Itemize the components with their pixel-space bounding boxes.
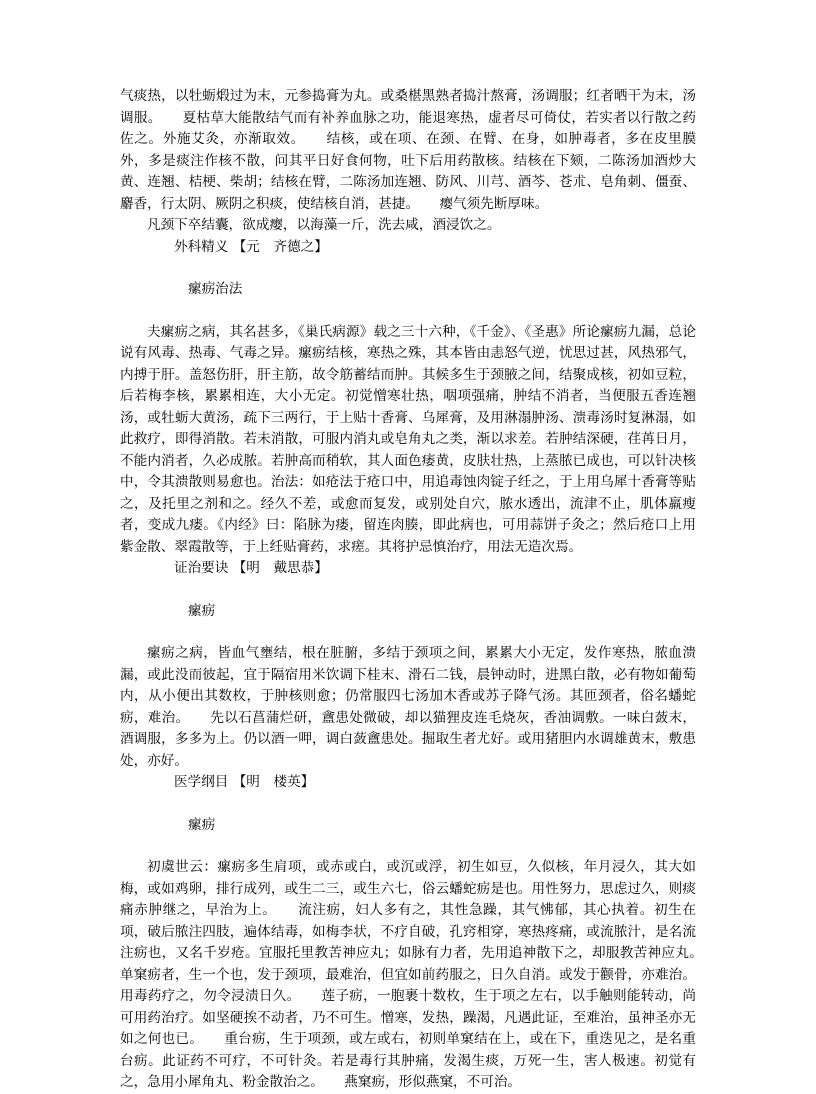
paragraph: 初虞世云：瘰疬多生肩项，或赤或白，或沉或浮，初生如豆，久似核，年月浸久，其大如梅，或如鸡卵，排行成列，或生二三，或生六七，俗云蟠蛇疬是也。用性努力，思虑过久，则痰痛赤肿继之，早治为上。 流注疬，妇人多有之，其性急躁，其气怫郁，其心执着。初生在项，破后脓注四肢，遍体结毒，如梅李状，不疗自破，孔窍相穿，寒热疼痛，或流脓汁，是名流注疬也，又名千岁疮。宜服托里教苦神应丸；如脉有力者，先用追神散下之，却服教苦神应丸。 单窠疬者，生一个也，发于颈项，最难治，但宜如前药服之，日久自消。或发于颧骨，亦难治。用毒药疗之，勿令浸渍日久。 莲子疬，一胞裹十数枚，生于项之左右，以手触则能转动，尚可用药治疗。如坚硬挨不动者，乃不可生。憎寒，发热，躁渴，凡遇此证，至难治，虽神圣亦无如之何也已。 重台疬，生于项颈，或左或右，初则单窠结在上，或在下，重迭见之，是名重台疬。此证药不可疗，不可针灸。若是毒行其肿痛，发渴生痰，万死一生，害人极速。初觉有之，急用小犀角丸、粉金散治之。 燕窠疬，形似燕窠，不可治。 — [120, 859, 724, 1090]
source-citation: 证治要诀 【明 戴思恭】 — [174, 560, 328, 576]
paragraph: 瘰疬之病，皆血气壅结，根在脏腑，多结于颈项之间，累累大小无定，发作寒热，脓血溃漏，或此没而彼起，宜于隔宿用米饮调下桂末、滑石二钱，晨钟动时，进黑白散，必有物如葡萄内，从小便出其数枚，于肿核则愈；仍常服四七汤加木香或苏子降气汤。其匝颈者，俗名蟠蛇疬，难治。 先以石菖蒲烂研，盦患处微破，却以猫狸皮连毛烧灰，香油调敷。一味白蔹末，酒调服，多多为上。仍以酒一呷，调白蔹盦患处。掘取生者尤好。或用猪胆内水调雄黄末，敷患处，亦好。 — [120, 645, 696, 769]
document-page — [120, 86, 724, 1094]
source-citation: 医学纲目 【明 楼英】 — [174, 774, 315, 790]
section-heading: 瘰疬 — [188, 602, 216, 619]
paragraph: 气痰热，以牡蛎煅过为末，元参捣膏为丸。或桑椹黑熟者捣汁熬膏，汤调服；红者晒干为末，汤调服。 夏枯草大能散结气而有补养血脉之功，能退寒热，虚者尽可倚仗，若实者以行散之药佐之。外施艾灸，亦渐取效。 结核，或在项、在颈、在臂、在身，如肿毒者，多在皮里膜外，多是痰注作核不散，问其平日好食何物，吐下后用药散核。结核在下颏，二陈汤加酒炒大黄、连翘、桔梗、柴胡；结核在臂，二陈汤加连翘、防风、川芎、酒芩、苍朮、皂角刺、僵蚕、麝香，行太阴、厥阴之积痰，使结核自消，甚捷。 瘿气须先断厚味。 — [120, 88, 696, 212]
section-heading: 瘰疬治法 — [188, 281, 243, 297]
source-citation: 外科精义 【元 齐德之】 — [174, 238, 328, 255]
section-heading: 瘰疬 — [188, 816, 216, 833]
paragraph: 凡颈下卒结囊，欲成瘿，以海藻一斤，洗去咸，酒浸饮之。 — [147, 217, 501, 233]
paragraph: 夫瘰疬之病，其名甚多，《巢氏病源》载之三十六种，《千金》、《圣惠》所论瘰疬九漏，总论说有风毒、热毒、气毒之异。瘰疬结核，寒热之殊，其本皆由恚怒气逆，忧思过甚，风热邪气，内搏于肝。盖怒伤肝，肝主筋，故令筋蓄结而肿。其候多生于颈腋之间，结聚成核，初如豆粒，后若梅李核，累累相连，大小无定。初觉憎寒壮热，咽项强痛，肿结不消者，当便服五香连翘汤，或牡蛎大黄汤，疏下三两行，于上贴十香膏、乌犀膏，及用淋溻肿汤、溃毒汤时复淋溻，如此救疗，即得消散。若未消散，可服内消丸或皂角丸之类，渐以求差。若肿结深硬，荏苒日月，不能内消者，久必成脓。若肿高而稍软，其人面色痿黄，皮肤壮热，上蒸脓已成也，可以针决核中，令其溃散则易愈也。治法：如疮法于疮口中，用追毒蚀肉锭子纴之，于上用乌犀十香膏等贴之，及托里之剂和之。经久不差，或愈而复发，或别处自穴，脓水透出，流津不止，肌体羸瘦者，变成九瘘。《内经》曰：陷脉为瘘，留连肉腠，即此病也，可用蒜饼子灸之；然后疮口上用紫金散、翠霞散等，于上纴贴膏药，求瘥。其将护忌慎治疗，用法无造次焉。 — [120, 323, 696, 555]
